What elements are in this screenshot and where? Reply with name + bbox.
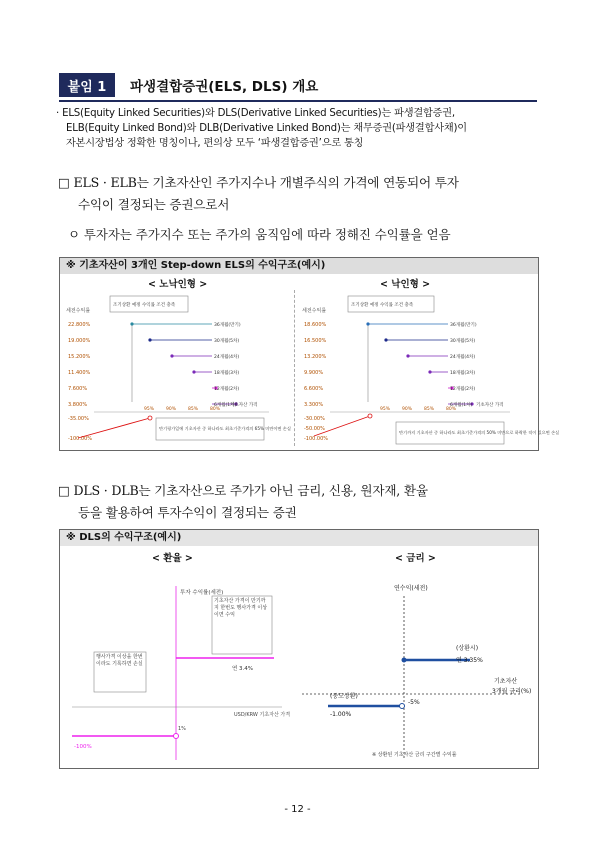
- right-step-label: 12개월(2차): [450, 387, 476, 392]
- rate-xlabel-1: 기초자산: [494, 678, 518, 685]
- right-top-callout: 조기상환 예정 수익률 조건 충족: [351, 303, 414, 308]
- right-chart-ylabel: 세전수익률: [302, 308, 327, 314]
- right-step-label: 18개월(3차): [450, 371, 476, 376]
- left-x-tick: 80%: [210, 407, 221, 412]
- page-title: 파생결합증권(ELS, DLS) 개요: [130, 79, 319, 95]
- right-step-marker: [428, 370, 431, 373]
- right-y-label: 3.300%: [304, 402, 324, 408]
- left-step-label: 6개월(1차): [214, 403, 237, 408]
- els-no-knockin-chart: [64, 290, 290, 448]
- right-y-label: 13.200%: [304, 354, 327, 360]
- left-loss-marker: [148, 416, 152, 420]
- panel1-divider: [294, 290, 296, 446]
- dls-panel-heading: ※ DLS의 수익구조(예시): [60, 530, 538, 546]
- rate-ylabel: 연수익(세전): [394, 585, 428, 592]
- left-y-label: 19.000%: [68, 338, 91, 344]
- rate-footnote: ※ 상환된 기초자산 금리 구간별 수익률: [372, 752, 457, 758]
- intro-note-line-3: 자본시장법상 정확한 명칭이나, 편의상 모두 ‘파생결합증권’으로 통칭: [66, 138, 364, 149]
- intro-note-line-1: · ELS(Equity Linked Securities)와 DLS(Derivative Linked Securities)는 파생결합증권,: [56, 108, 455, 119]
- left-y-label: -35.00%: [68, 416, 89, 422]
- fx-top-callout: 기초자산 가격이 만기까지 한번도 행사가격 이상이면 수익: [214, 598, 268, 618]
- section2-line-2: 등을 활용하여 투자수익이 결정되는 증권: [78, 505, 297, 520]
- dls-rate-chart: [296, 566, 532, 764]
- left-step-label: 30개월(5차): [214, 339, 240, 344]
- left-x-tick: 90%: [166, 407, 177, 412]
- left-chart-ylabel: 세전수익률: [66, 308, 91, 314]
- right-y-label: 6.600%: [304, 386, 324, 392]
- right-step-marker: [366, 322, 369, 325]
- fx-xlabel: USD/KRW 기초자산 가격: [234, 712, 291, 718]
- left-step-marker: [130, 322, 133, 325]
- right-y-label: -50.00%: [304, 426, 325, 432]
- right-step-label: 30개월(5차): [450, 339, 476, 344]
- right-y-label: -100.00%: [304, 436, 329, 442]
- right-y-label: -30.00%: [304, 416, 325, 422]
- left-x-tick: 85%: [188, 407, 199, 412]
- fx-ylabel: 투자 수익률(세전): [180, 590, 224, 596]
- right-x-tick: 85%: [424, 407, 435, 412]
- left-axis-note: 기초자산 가격: [230, 403, 258, 408]
- left-step-marker: [170, 354, 173, 357]
- els-knockin-chart: [300, 290, 560, 448]
- right-bottom-callout: 만기까지 기초자산 중 하나라도 최초기준가격의 50% 미만으로 하락한 적이 있으면 손실: [399, 430, 560, 435]
- left-y-label: 15.200%: [68, 354, 91, 360]
- left-y-label: 7.600%: [68, 386, 88, 392]
- left-y-label: 3.800%: [68, 402, 88, 408]
- dls-right-caption: < 금리 >: [395, 553, 436, 564]
- els-structure-panel: [59, 257, 560, 451]
- right-step-marker: [406, 354, 409, 357]
- section1-line-1: □ ELS · ELB는 기초자산인 주가지수나 개별주식의 가격에 연동되어 투자: [58, 175, 459, 190]
- rate-gain-marker: [402, 658, 407, 663]
- title-underline: [59, 100, 537, 102]
- right-y-label: 9.900%: [304, 370, 324, 376]
- rate-loss-marker: [400, 704, 405, 709]
- left-top-callout: 조기상환 예정 수익률 조건 충족: [113, 303, 176, 308]
- right-axis-note: 기초자산 가격: [476, 403, 504, 408]
- dls-left-caption: < 환율 >: [152, 553, 193, 564]
- left-step-marker: [148, 338, 151, 341]
- right-loss-marker: [368, 414, 372, 418]
- rate-loss-label: (중도상환): [330, 693, 358, 700]
- right-step-label: 6개월(1차): [450, 403, 473, 408]
- rate-loss-value: -1.00%: [330, 711, 352, 718]
- fx-loss-label: -100%: [74, 744, 92, 750]
- els-panel-heading: ※ 기초자산이 3개인 Step-down ELS의 수익구조(예시): [60, 258, 538, 274]
- left-y-label: 22.800%: [68, 322, 91, 328]
- right-x-tick: 95%: [380, 407, 391, 412]
- els-right-caption: < 낙인형 >: [380, 279, 431, 290]
- els-left-caption: < 노낙인형 >: [148, 279, 208, 290]
- right-step-marker: [384, 338, 387, 341]
- left-step-label: 36개월(만기): [214, 323, 241, 328]
- appendix-badge: 붙임 1: [59, 73, 115, 97]
- right-step-label: 36개월(만기): [450, 323, 477, 328]
- right-x-tick: 90%: [402, 407, 413, 412]
- left-step-marker: [192, 370, 195, 373]
- intro-note-line-2: ELB(Equity Linked Bond)와 DLB(Derivative Linked Bond)는 채무증권(파생결합사채)이: [66, 123, 467, 134]
- page-number: - 12 -: [284, 804, 311, 815]
- rate-strike: -5%: [408, 699, 420, 706]
- dls-structure-panel: [59, 529, 539, 769]
- left-y-label: 11.400%: [68, 370, 91, 376]
- intro-note: [56, 106, 541, 151]
- rate-gain-value: 연 3.35%: [456, 657, 483, 664]
- section1-line-2: 수익이 결정되는 증권으로서: [78, 197, 230, 212]
- fx-gain-label: 연 3.4%: [232, 666, 254, 672]
- dls-fx-chart: [64, 566, 290, 764]
- rate-gain-label: (상환시): [456, 645, 479, 652]
- left-y-label: -100.00%: [68, 436, 93, 442]
- rate-xlabel-2: 3개월 금리(%): [492, 688, 532, 695]
- right-y-label: 16.500%: [304, 338, 327, 344]
- right-y-label: 18.600%: [304, 322, 327, 328]
- fx-left-callout: 행사가격 이상을 한번이라도 기록하면 손실: [96, 654, 143, 667]
- left-step-label: 12개월(2차): [214, 387, 240, 392]
- left-x-tick: 95%: [144, 407, 155, 412]
- section2-line-1: □ DLS · DLB는 기초자산으로 주가가 아닌 금리, 신용, 원자재, 환율: [58, 483, 428, 498]
- right-x-tick: 80%: [446, 407, 457, 412]
- fx-x-tick: 1%: [178, 726, 186, 732]
- left-step-label: 18개월(3차): [214, 371, 240, 376]
- fx-loss-marker: [174, 734, 179, 739]
- right-step-label: 24개월(4차): [450, 355, 476, 360]
- left-bottom-callout: 만기평가일에 기초자산 중 하나라도 최초기준가격의 65% 미만이면 손실: [159, 426, 291, 431]
- left-step-label: 24개월(4차): [214, 355, 240, 360]
- section1-bullet: ㅇ 투자자는 주가지수 또는 주가의 움직임에 따라 정해진 수익률을 얻음: [68, 227, 451, 242]
